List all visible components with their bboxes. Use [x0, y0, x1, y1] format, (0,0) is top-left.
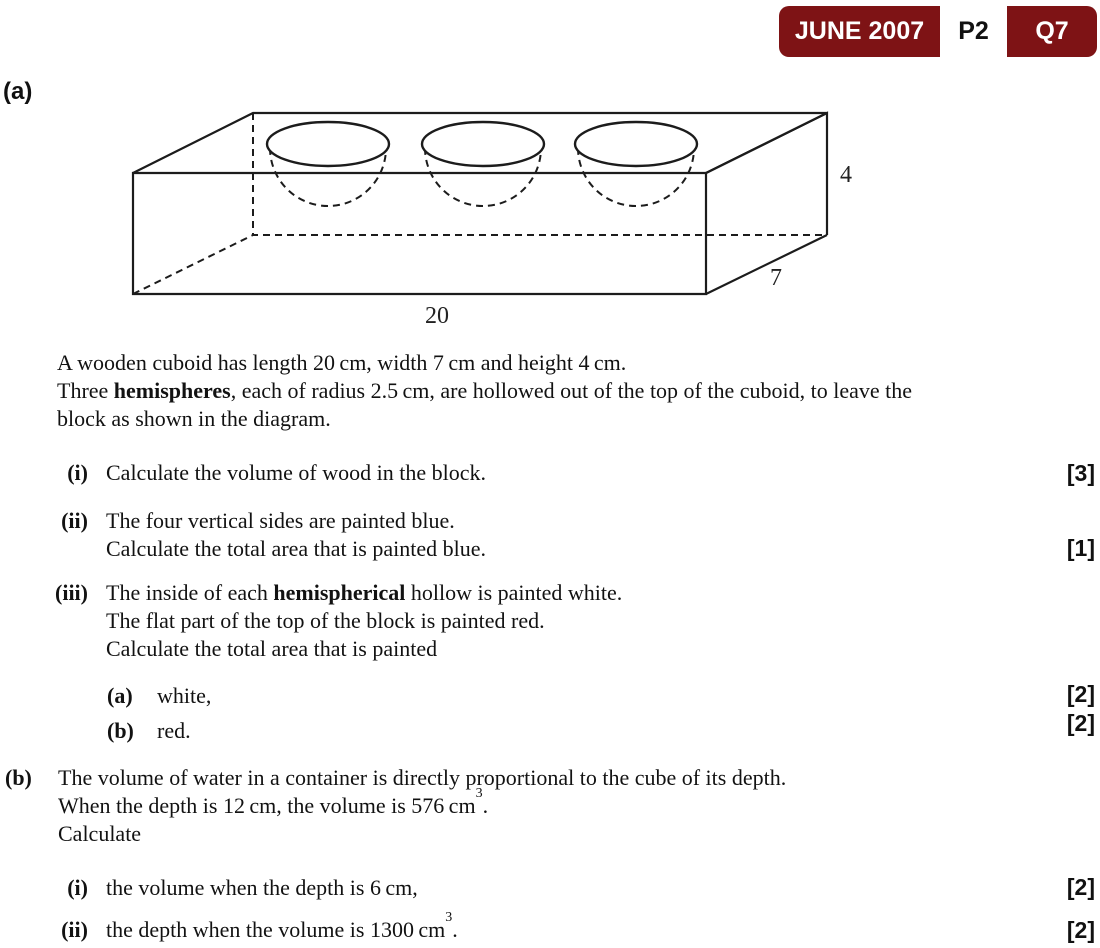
item-ii-marker: (ii) [61, 508, 88, 533]
part-b-line-3: Calculate [58, 821, 142, 846]
item-iii-a-marker: (a) [107, 683, 133, 708]
hemisphere-rim-2 [422, 122, 544, 166]
intro-line-2-pre: Three [57, 378, 114, 403]
item-iii-line-1 [106, 579, 622, 607]
hemisphere-rim-1 [267, 122, 389, 166]
intro-line-2 [57, 377, 912, 405]
item-iii-b-marker: (b) [107, 718, 134, 743]
part-b-line-1: The volume of water in a container is directly proportional to the cube of its depth. [58, 765, 787, 790]
item-i-marks: [3] [1066, 460, 1095, 486]
cuboid-front-face [133, 173, 706, 294]
part-b-marker: (b) [5, 765, 32, 790]
height-dimension-label: 4 [840, 162, 852, 188]
item-iii-a-marks: [2] [1066, 681, 1095, 707]
item-iii-line-1-pre: The inside of each [106, 580, 274, 605]
item-iii-line-2: The flat part of the top of the block is painted red. [106, 608, 545, 633]
item-iii-a-text: white, [157, 683, 212, 708]
item-ii-marks: [1] [1066, 535, 1095, 561]
badge-paper: P2 [940, 6, 1007, 57]
cuboid-diagram [0, 0, 1100, 340]
part-b-line-2-post: . [482, 793, 489, 818]
part-b-i-marker: (i) [67, 875, 88, 900]
item-i-marker: (i) [67, 460, 88, 485]
part-b-ii-text-pre: the depth when the volume is 1300 cm [106, 917, 446, 942]
part-b-i-marks: [2] [1066, 874, 1095, 900]
item-iii-b-marks: [2] [1066, 710, 1095, 736]
part-b-line-2 [58, 785, 489, 820]
part-b-ii-marks: [2] [1066, 917, 1095, 943]
intro-line-2-post: , each of radius 2.5 cm, are hollowed out of the top of the cuboid, to leave the [230, 378, 913, 403]
part-b-ii-text [106, 909, 458, 944]
item-iii-line-1-bold: hemispherical [273, 580, 406, 605]
hemisphere-rim-3 [575, 122, 697, 166]
item-ii-line-2: Calculate the total area that is painted blue. [106, 536, 486, 561]
item-iii-marker: (iii) [55, 580, 88, 605]
item-i-text: Calculate the volume of wood in the block. [106, 460, 487, 485]
item-iii-line-3: Calculate the total area that is painted [106, 636, 438, 661]
part-b-i-text: the volume when the depth is 6 cm, [106, 875, 418, 900]
intro-line-1: A wooden cuboid has length 20 cm, width 7 cm and height 4 cm. [57, 350, 627, 375]
item-iii-line-1-post: hollow is painted white. [405, 580, 623, 605]
intro-line-3: block as shown in the diagram. [57, 406, 331, 431]
part-b-ii-marker: (ii) [61, 917, 88, 942]
part-b-line-2-superscript: 3 [475, 785, 483, 801]
item-iii-b-text: red. [157, 718, 191, 743]
intro-line-2-bold: hemispheres [113, 378, 231, 403]
cuboid-right-face [706, 113, 827, 294]
length-dimension-label: 20 [425, 303, 449, 329]
badge-question-number: Q7 [1007, 6, 1097, 57]
badge-session: JUNE 2007 [779, 6, 940, 57]
part-b-ii-text-post: . [452, 917, 458, 942]
part-b-line-2-pre: When the depth is 12 cm, the volume is 576 cm [58, 793, 476, 818]
width-dimension-label: 7 [770, 265, 782, 291]
part-b-ii-superscript: 3 [445, 909, 453, 925]
item-ii-line-1: The four vertical sides are painted blue. [106, 508, 455, 533]
part-a-label: (a) [3, 78, 33, 105]
